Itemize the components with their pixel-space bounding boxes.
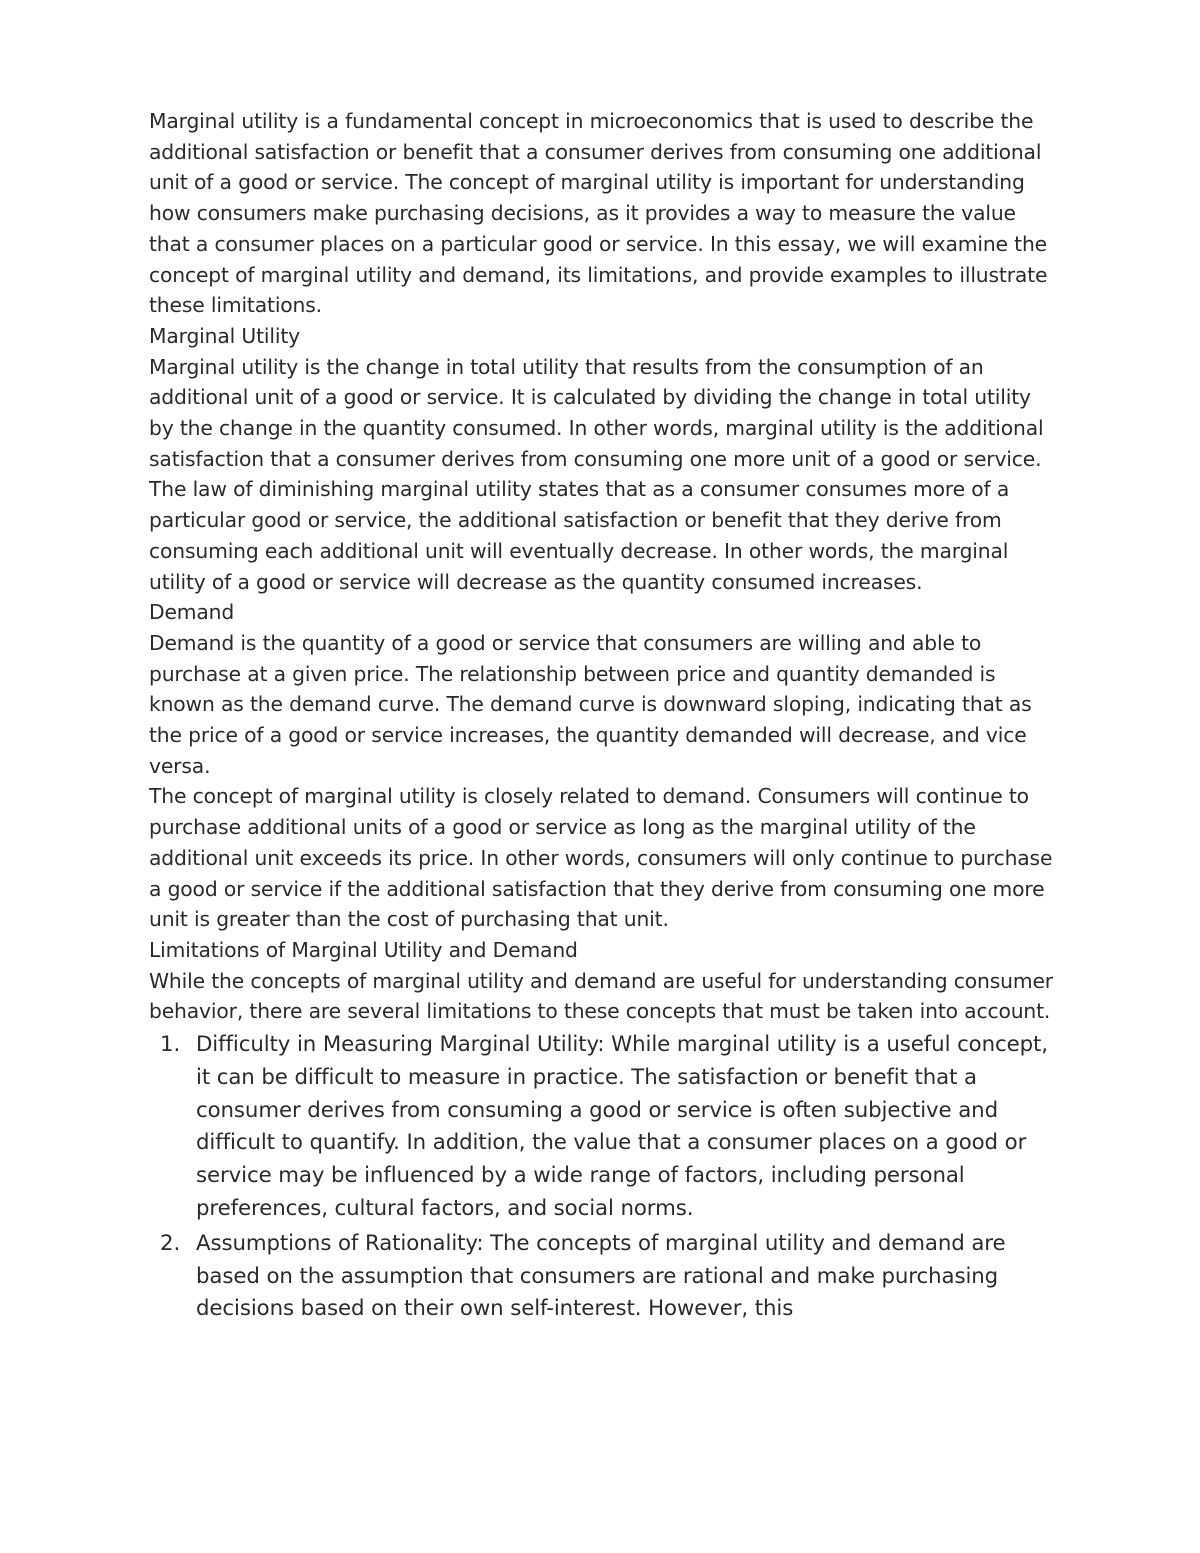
list-item-text: Difficulty in Measuring Marginal Utility: While marginal utility is a useful concept, it can be difficult to measure in practice. The satisfaction or benefit that a consumer derives from consuming a good or service is often subjective and difficult to quantify. In addition, the value that a consumer places on a good or service may be influenced by a wide range of factors, including personal preferences, cultural factors, and social norms. <box>196 1032 1048 1222</box>
marginal-utility-paragraph: Marginal utility is the change in total utility that results from the consumption of an additional unit of a good or service. It is calculated by dividing the change in total utility by the change in the quantity consumed. In other words, marginal utility is the additional satisfaction that a consumer derives from consuming one more unit of a good or service. <box>149 354 1044 471</box>
document-body <box>149 106 1059 1326</box>
utility-demand-relation-paragraph: The concept of marginal utility is closely related to demand. Consumers will continue to purchase additional units of a good or service as long as the marginal utility of the additional unit exceeds its price. In other words, consumers will only continue to purchase a good or service if the additional satisfaction that they derive from consuming one more unit is greater than the cost of purchasing that unit. <box>149 784 1053 932</box>
demand-paragraph: Demand is the quantity of a good or service that consumers are willing and able to purchase at a given price. The relationship between price and quantity demanded is known as the demand curve. The demand curve is downward sloping, indicating that as the price of a good or service increases, the quantity demanded will decrease, and vice versa. <box>149 630 1032 778</box>
list-item <box>149 1228 1059 1326</box>
list-item-number: 1. <box>160 1032 181 1058</box>
list-item-number: 2. <box>160 1230 181 1256</box>
intro-paragraph: Marginal utility is a fundamental concept in microeconomics that is used to describe the additional satisfaction or benefit that a consumer derives from consuming one additional unit of a good or service. The concept of marginal utility is important for understanding how consumers make purchasing decisions, as it provides a way to measure the value that a consumer places on a particular good or service. In this essay, we will examine the concept of marginal utility and demand, its limitations, and provide examples to illustrate these limitations. <box>149 109 1048 318</box>
limitations-intro-paragraph: While the concepts of marginal utility and demand are useful for understanding consumer behavior, there are several limitations to these concepts that must be taken into account. <box>149 968 1053 1024</box>
section-heading-limitations: Limitations of Marginal Utility and Demand <box>149 937 578 962</box>
section-heading-marginal-utility: Marginal Utility <box>149 323 301 348</box>
limitations-list <box>149 1029 1059 1326</box>
section-heading-demand: Demand <box>149 600 235 625</box>
list-item <box>149 1029 1059 1226</box>
list-item-text: Assumptions of Rationality: The concepts of marginal utility and demand are based on the assumption that consumers are rational and make purchasing decisions based on their own self-interest. However, this <box>196 1230 1006 1322</box>
diminishing-utility-paragraph: The law of diminishing marginal utility states that as a consumer consumes more of a particular good or service, the additional satisfaction or benefit that they derive from consuming each additional unit will eventually decrease. In other words, the marginal utility of a good or service will decrease as the quantity consumed increases. <box>149 477 1010 594</box>
